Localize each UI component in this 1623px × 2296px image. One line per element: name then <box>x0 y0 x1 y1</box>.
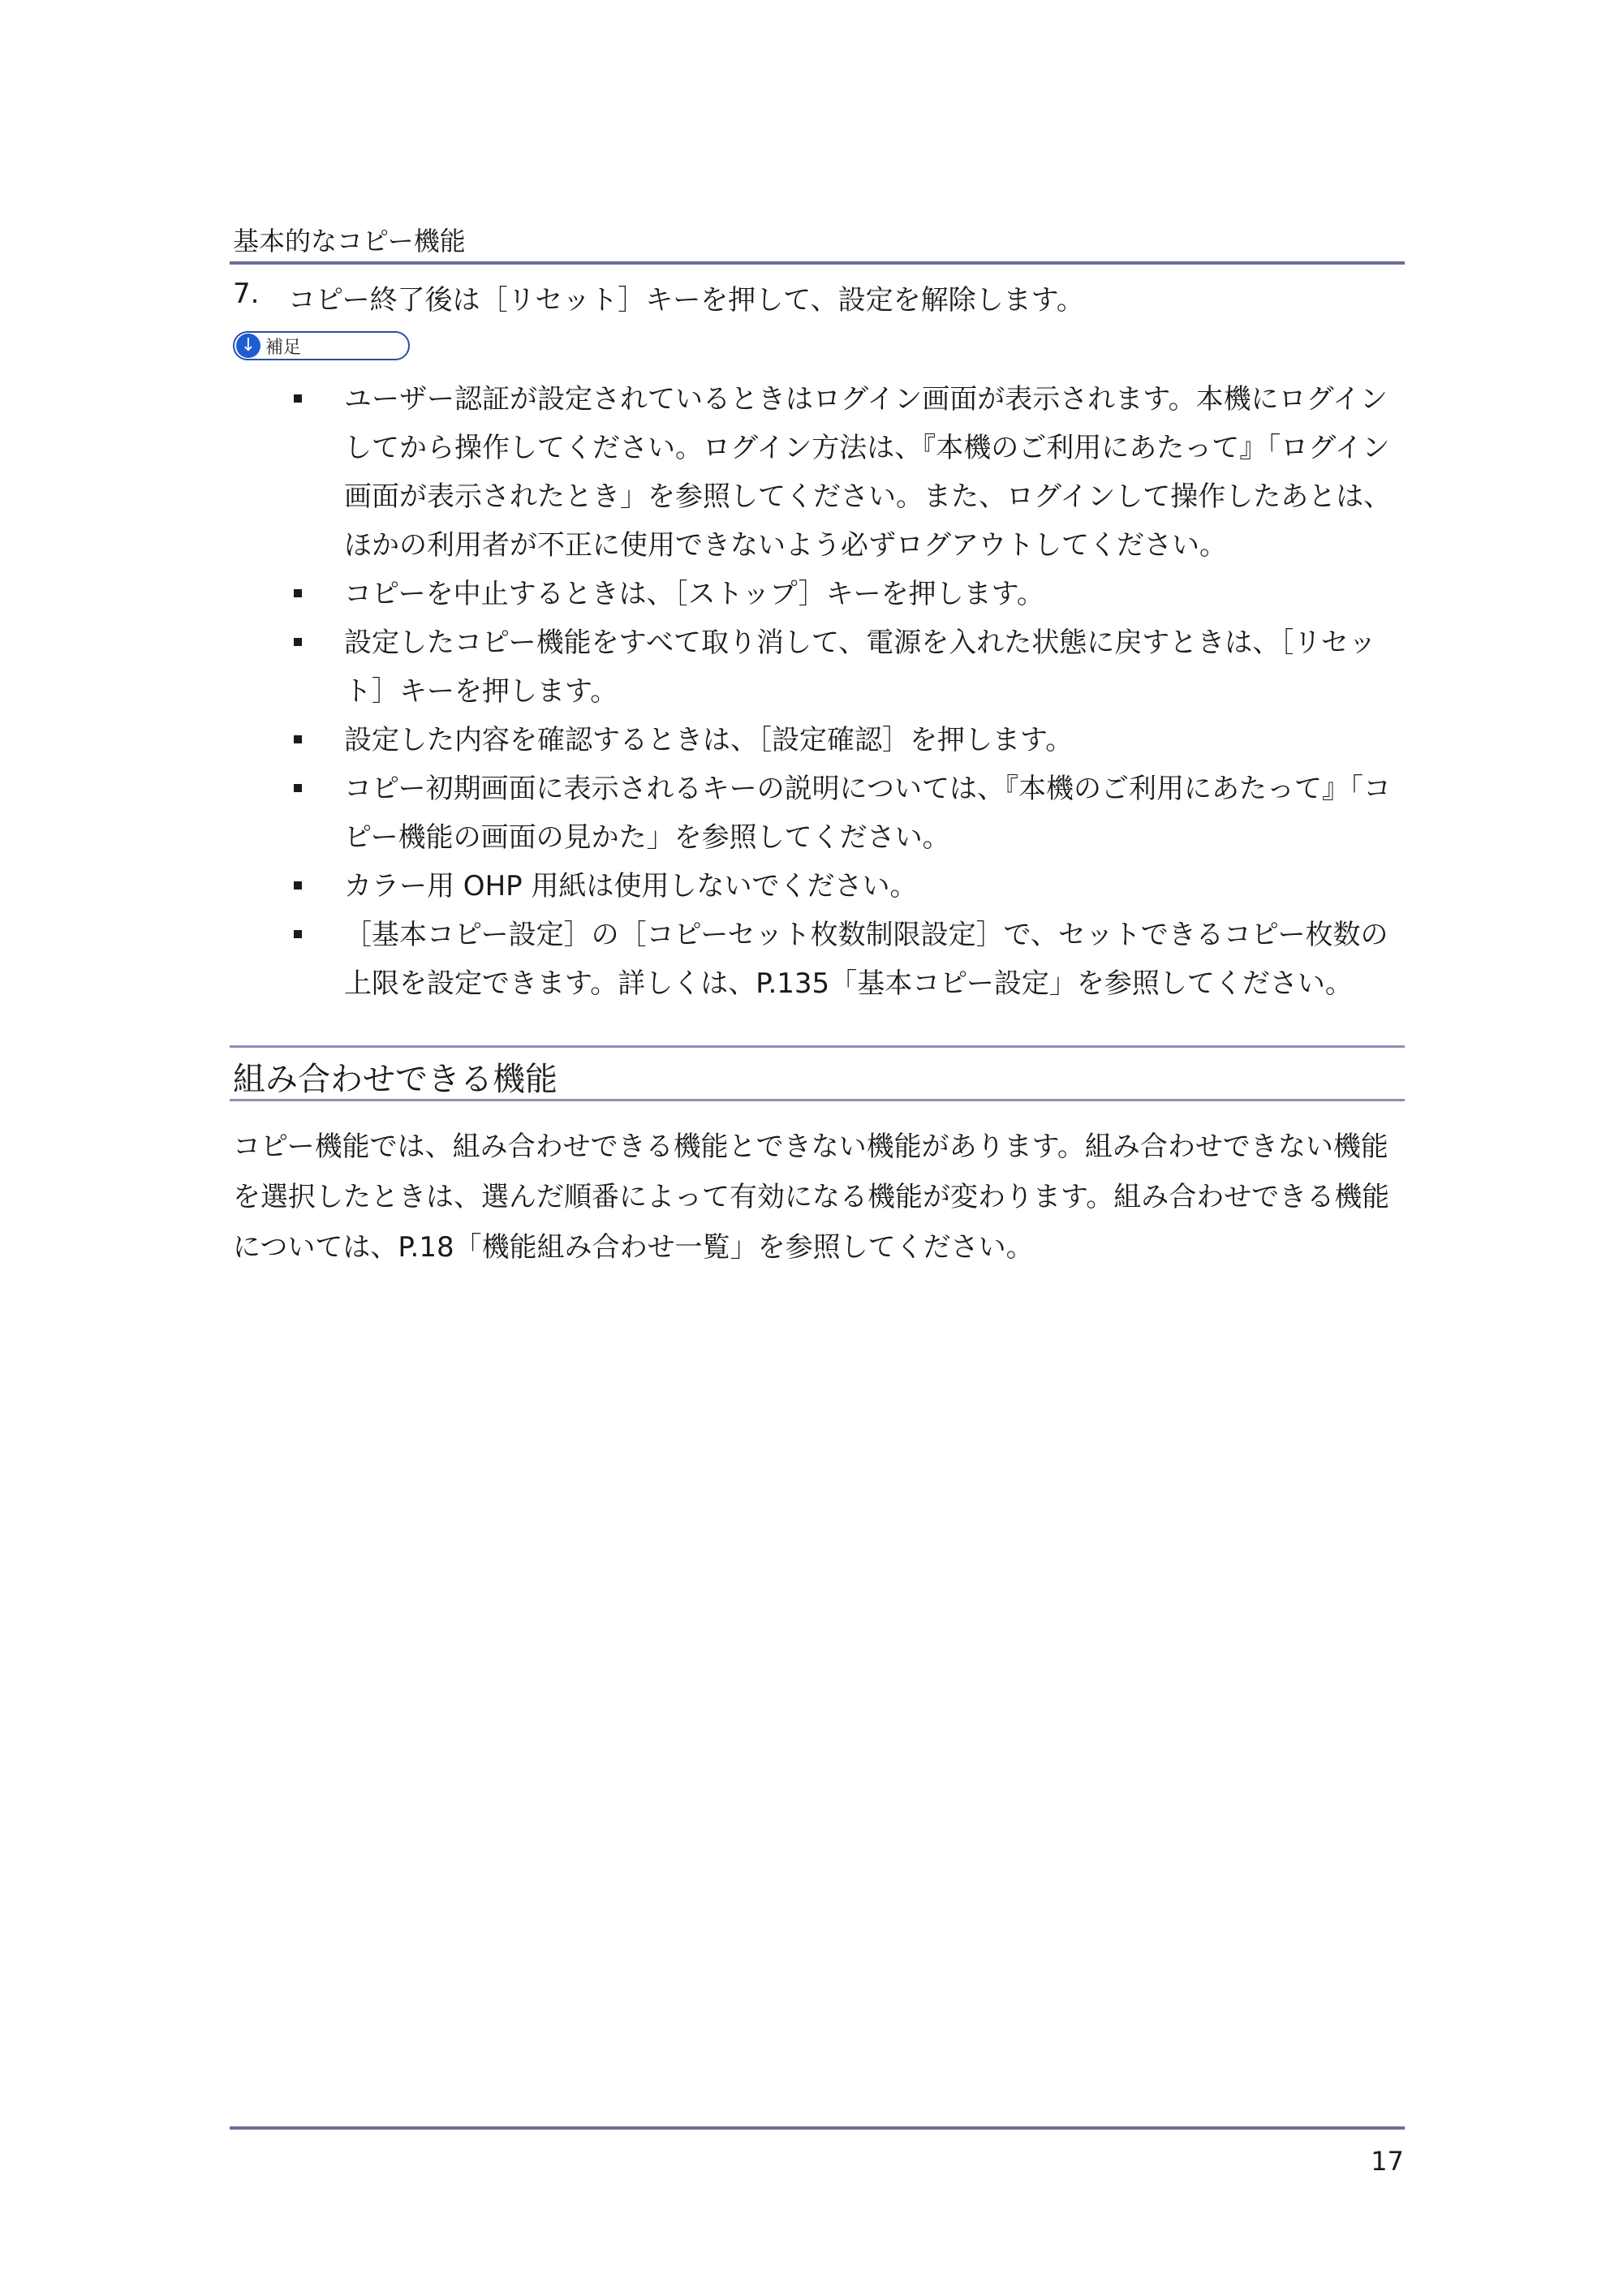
section-body: コピー機能では、組み合わせできる機能とできない機能があります。組み合わせできない機能を選択したときは、選んだ順番によって有効になる機能が変わります。組み合わせできる機能については、P.18「機能組み合わせ一覧」を参照してください。 <box>233 1131 1390 1264</box>
list-item: 設定した内容を確認するときは、［設定確認］を押します。 <box>286 716 1406 765</box>
note-badge <box>233 331 410 360</box>
list-item: コピーを中止するときは、［ストップ］キーを押します。 <box>286 570 1406 618</box>
step-number: 7. <box>233 278 260 310</box>
bullet-square-icon <box>294 394 302 403</box>
list-item: カラー用 OHP 用紙は使用しないでください。 <box>286 862 1406 911</box>
bullet-square-icon <box>294 735 302 743</box>
note-bullet-list <box>286 375 1406 1008</box>
bullet-square-icon <box>294 784 302 792</box>
footer-rule <box>230 2126 1405 2130</box>
arrow-down-icon: ↓ <box>236 334 260 358</box>
section-bottom-rule <box>230 1099 1405 1101</box>
list-item: コピー初期画面に表示されるキーの説明については、『本機のご利用にあたって』「コピー機能の画面の見かた」を参照してください。 <box>286 765 1406 862</box>
bullet-square-icon <box>294 589 302 597</box>
section-title: 組み合わせできる機能 <box>233 1061 558 1098</box>
bullet-square-icon <box>294 638 302 646</box>
bullet-square-icon <box>294 930 302 938</box>
header-rule <box>230 261 1405 265</box>
step-7 <box>233 278 1084 317</box>
bullet-square-icon <box>294 881 302 890</box>
list-item: ユーザー認証が設定されているときはログイン画面が表示されます。本機にログインしてから操作してください。ログイン方法は、『本機のご利用にあたって』「ログイン画面が表示されたとき」を参照してください。また、ログインして操作したあとは、ほかの利用者が不正に使用できないよう必ずログアウトしてください。 <box>286 375 1406 570</box>
note-label: 補足 <box>265 337 302 358</box>
section-top-rule <box>230 1045 1405 1048</box>
list-item: 設定したコピー機能をすべて取り消して、電源を入れた状態に戻すときは、［リセット］キーを押します。 <box>286 618 1406 716</box>
running-header: 基本的なコピー機能 <box>233 226 466 256</box>
page-number: 17 <box>1371 2146 1404 2177</box>
step-text: コピー終了後は［リセット］キーを押して、設定を解除します。 <box>288 284 1084 317</box>
list-item: ［基本コピー設定］の［コピーセット枚数制限設定］で、セットできるコピー枚数の上限を設定できます。詳しくは、P.135「基本コピー設定」を参照してください。 <box>286 911 1406 1008</box>
